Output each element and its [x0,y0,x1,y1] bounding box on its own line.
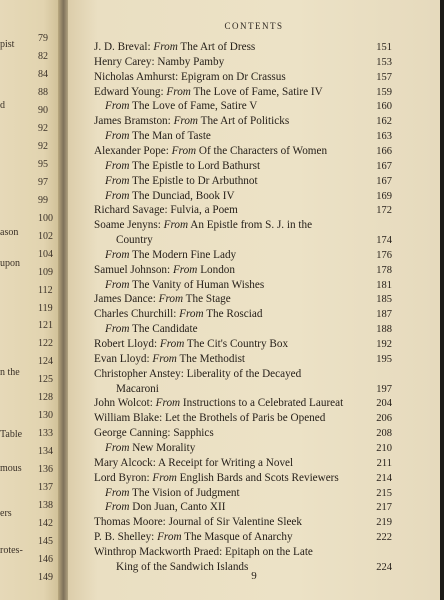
entry-page-number: 153 [376,56,392,68]
entry-author: John Wolcot: [94,397,156,410]
left-page-number: 109 [38,266,53,278]
entry-title: The Epistle to Lord Bathurst [129,159,261,172]
left-page-number: 121 [38,320,53,332]
left-page-fragment: n the [0,367,20,378]
entry-page-number: 204 [376,398,392,410]
entry-from: From [152,352,177,365]
contents-entry [94,397,394,410]
left-page-number: 88 [38,86,48,98]
entry-from: From [105,130,130,143]
contents-entry [94,338,394,351]
entry-title: The Epistle to Dr Arbuthnot [129,174,258,187]
contents-entry [94,368,394,381]
entry-page-number: 192 [376,339,392,350]
left-page-fragment: rotes- [0,545,23,556]
entry-page-number: 166 [376,145,392,157]
contents-page [68,0,440,600]
entry-from: From [159,338,185,350]
left-page-number: 146 [38,554,53,566]
entry-from: From [105,159,130,172]
entry-title: English Bards and Scots Reviewers [176,471,339,484]
entry-from: From [105,441,130,454]
left-page-fragment: ason [0,227,19,238]
left-page-fragment: ers [0,508,12,519]
entry-page-number: 176 [376,249,392,261]
entry-page-number: 162 [376,116,392,128]
entry-from: From [173,115,199,128]
entry-from: From [172,263,198,276]
contents-entry [94,86,394,99]
left-page-number: 97 [38,176,48,188]
entry-author: Henry Carey: Namby Pamby [94,55,225,68]
entry-from: From [166,85,191,98]
page-folio: 9 [251,570,257,582]
entry-author: William Blake: Let the Brothels of Paris be Opened [94,412,326,425]
contents-entry [94,546,394,559]
entry-from: From [105,278,130,291]
left-page-number: 104 [38,248,53,260]
entry-title: The Modern Fine Lady [129,248,237,261]
entry-from: From [105,501,130,514]
entry-author: Winthrop Mackworth Praed: Epitaph on the Late [94,545,313,558]
entry-page-number: 167 [376,160,392,172]
left-page-fragment: upon [0,258,20,269]
contents-entry [94,293,394,306]
contents-entry [94,427,394,440]
entry-author: Richard Savage: Fulvia, a Poem [94,204,238,217]
entry-from: From [157,531,182,544]
contents-entry [94,457,394,470]
entry-from: From [105,323,130,336]
entry-title: The Art of Politicks [198,115,290,128]
entry-page-number: 195 [376,353,392,365]
background-edge [440,0,444,600]
entry-from: From [105,100,130,113]
entry-author: Samuel Johnson: [94,263,173,276]
left-page-number: 82 [38,50,48,62]
left-page-fragment: d [0,100,5,111]
entry-author: James Bramston: [94,115,174,128]
entry-from: From [163,219,189,232]
entry-page-number: 174 [376,235,392,247]
entry-author: Evan Lloyd: [94,352,153,365]
entry-author: Edward Young: [94,85,167,98]
entry-title: New Morality [129,441,196,454]
entry-page-number: 151 [376,42,392,53]
entry-title: The Stage [183,293,231,306]
entry-page-number: 210 [376,442,392,454]
left-page-fragment: mous [0,463,22,474]
entry-page-number: 167 [376,175,392,187]
left-page-number: 137 [38,482,53,494]
entry-from: From [179,308,204,321]
entry-from: From [105,189,130,202]
entry-from: From [153,41,178,53]
entry-title: The Cit's Country Box [184,338,289,350]
contents-entry [94,516,394,529]
entry-page-number: 214 [376,472,392,484]
entry-page-number: 222 [376,532,392,544]
left-page-number: 92 [38,122,48,134]
entry-page-number: 160 [376,101,392,113]
entry-from: From [171,144,197,157]
left-page-number: 136 [38,464,53,476]
entry-from: From [105,248,130,261]
left-page-number: 79 [38,33,48,44]
left-page-number: 95 [38,158,48,170]
entry-page-number: 215 [376,487,392,499]
contents-entry [94,472,394,485]
entry-title: London [197,263,235,276]
entry-page-number: 163 [376,131,392,143]
left-page-number: 134 [38,446,53,458]
left-page-number: 119 [38,302,53,314]
entry-page-number: 219 [376,517,392,529]
entry-page-number: 172 [376,205,392,217]
entry-author: King of the Sandwich Islands [116,560,249,573]
left-page-number: 99 [38,194,48,206]
entry-page-number: 208 [376,428,392,440]
entry-title: The Methodist [176,352,246,365]
contents-entry [94,353,394,366]
entry-title: The Dunciad, Book IV [129,189,235,202]
entry-title: Don Juan, Canto XII [129,501,226,514]
entry-title: The Rosciad [203,308,263,321]
entry-page-number: 157 [376,71,392,83]
entry-author: Christopher Anstey: Liberality of the Decayed [94,367,302,380]
left-page-number: 149 [38,572,53,583]
entry-page-number: 187 [376,309,392,321]
entry-title: An Epistle from S. J. in the [188,219,313,232]
entry-title: The Masque of Anarchy [181,531,293,544]
entry-title: The Man of Taste [129,130,211,143]
entry-title: The Art of Dress [177,41,256,53]
entry-page-number: 181 [376,279,392,291]
entry-from: From [152,471,177,484]
entry-from: From [105,486,130,499]
left-page-number: 145 [38,536,53,548]
left-page-number: 122 [38,338,53,350]
contents-entry [94,71,394,84]
entry-title: The Love of Fame, Satire V [129,100,258,113]
left-page-number: 128 [38,392,53,404]
contents-entry [94,412,394,425]
entry-page-number: 169 [376,190,392,202]
contents-entry [94,219,394,232]
entry-author: Thomas Moore: Journal of Sir Valentine Sleek [94,516,302,529]
entry-title: Instructions to a Celebrated Laureat [180,397,344,410]
contents-entry [94,264,394,277]
entry-author: J. D. Breval: [94,41,154,53]
left-page-number: 92 [38,140,48,152]
entry-author: Country [116,234,153,247]
entry-author: Macaroni [116,382,159,395]
left-page-number: 84 [38,68,48,80]
left-page-number: 124 [38,356,53,368]
contents-entry [94,56,394,69]
entry-title: The Candidate [129,323,198,336]
page-heading: CONTENTS [224,21,284,31]
entry-author: James Dance: [94,293,159,306]
entry-author: Alexander Pope: [94,144,172,157]
entry-page-number: 206 [376,413,392,425]
entry-page-number: 217 [376,502,392,514]
entry-from: From [155,397,181,410]
entry-author: George Canning: Sapphics [94,427,214,440]
entry-page-number: 197 [376,383,392,395]
left-page-number: 100 [38,212,53,224]
entry-author: Charles Churchill: [94,308,180,321]
entry-title: The Vanity of Human Wishes [129,278,265,291]
entry-author: Mary Alcock: A Receipt for Writing a Novel [94,456,294,469]
contents-entry [94,204,394,217]
entry-title: Of the Characters of Women [196,144,328,157]
left-page-number: 90 [38,104,48,116]
entry-author: Soame Jenyns: [94,219,164,232]
left-page-number: 130 [38,410,53,422]
left-page-fragment: pist [0,39,15,50]
entry-page-number: 185 [376,294,392,306]
entry-page-number: 178 [376,264,392,276]
contents-entry [94,41,394,54]
entry-title: The Love of Fame, Satire IV [190,85,323,98]
entry-page-number: 188 [376,324,392,336]
left-page [0,0,62,600]
left-page-number: 102 [38,230,53,242]
entry-author: Lord Byron: [94,471,153,484]
entry-author: Nicholas Amhurst: Epigram on Dr Crassus [94,70,286,83]
entry-page-number: 211 [376,457,392,469]
entry-author: P. B. Shelley: [94,531,158,544]
entry-title: The Vision of Judgment [129,486,240,499]
left-page-fragment: Table [0,429,23,440]
left-page-number: 133 [38,428,53,440]
left-page-number: 125 [38,374,53,386]
left-page-number: 142 [38,518,53,530]
contents-entry [94,115,394,128]
contents-entry [94,145,394,158]
entry-from: From [105,174,130,187]
entry-page-number: 224 [376,561,392,573]
contents-entry [94,308,394,321]
entry-page-number: 159 [376,86,392,98]
left-page-number: 112 [38,284,53,296]
entry-from: From [158,293,184,306]
contents-entry [94,531,394,544]
entry-author: Robert Lloyd: [94,338,160,350]
left-page-number: 138 [38,500,53,512]
